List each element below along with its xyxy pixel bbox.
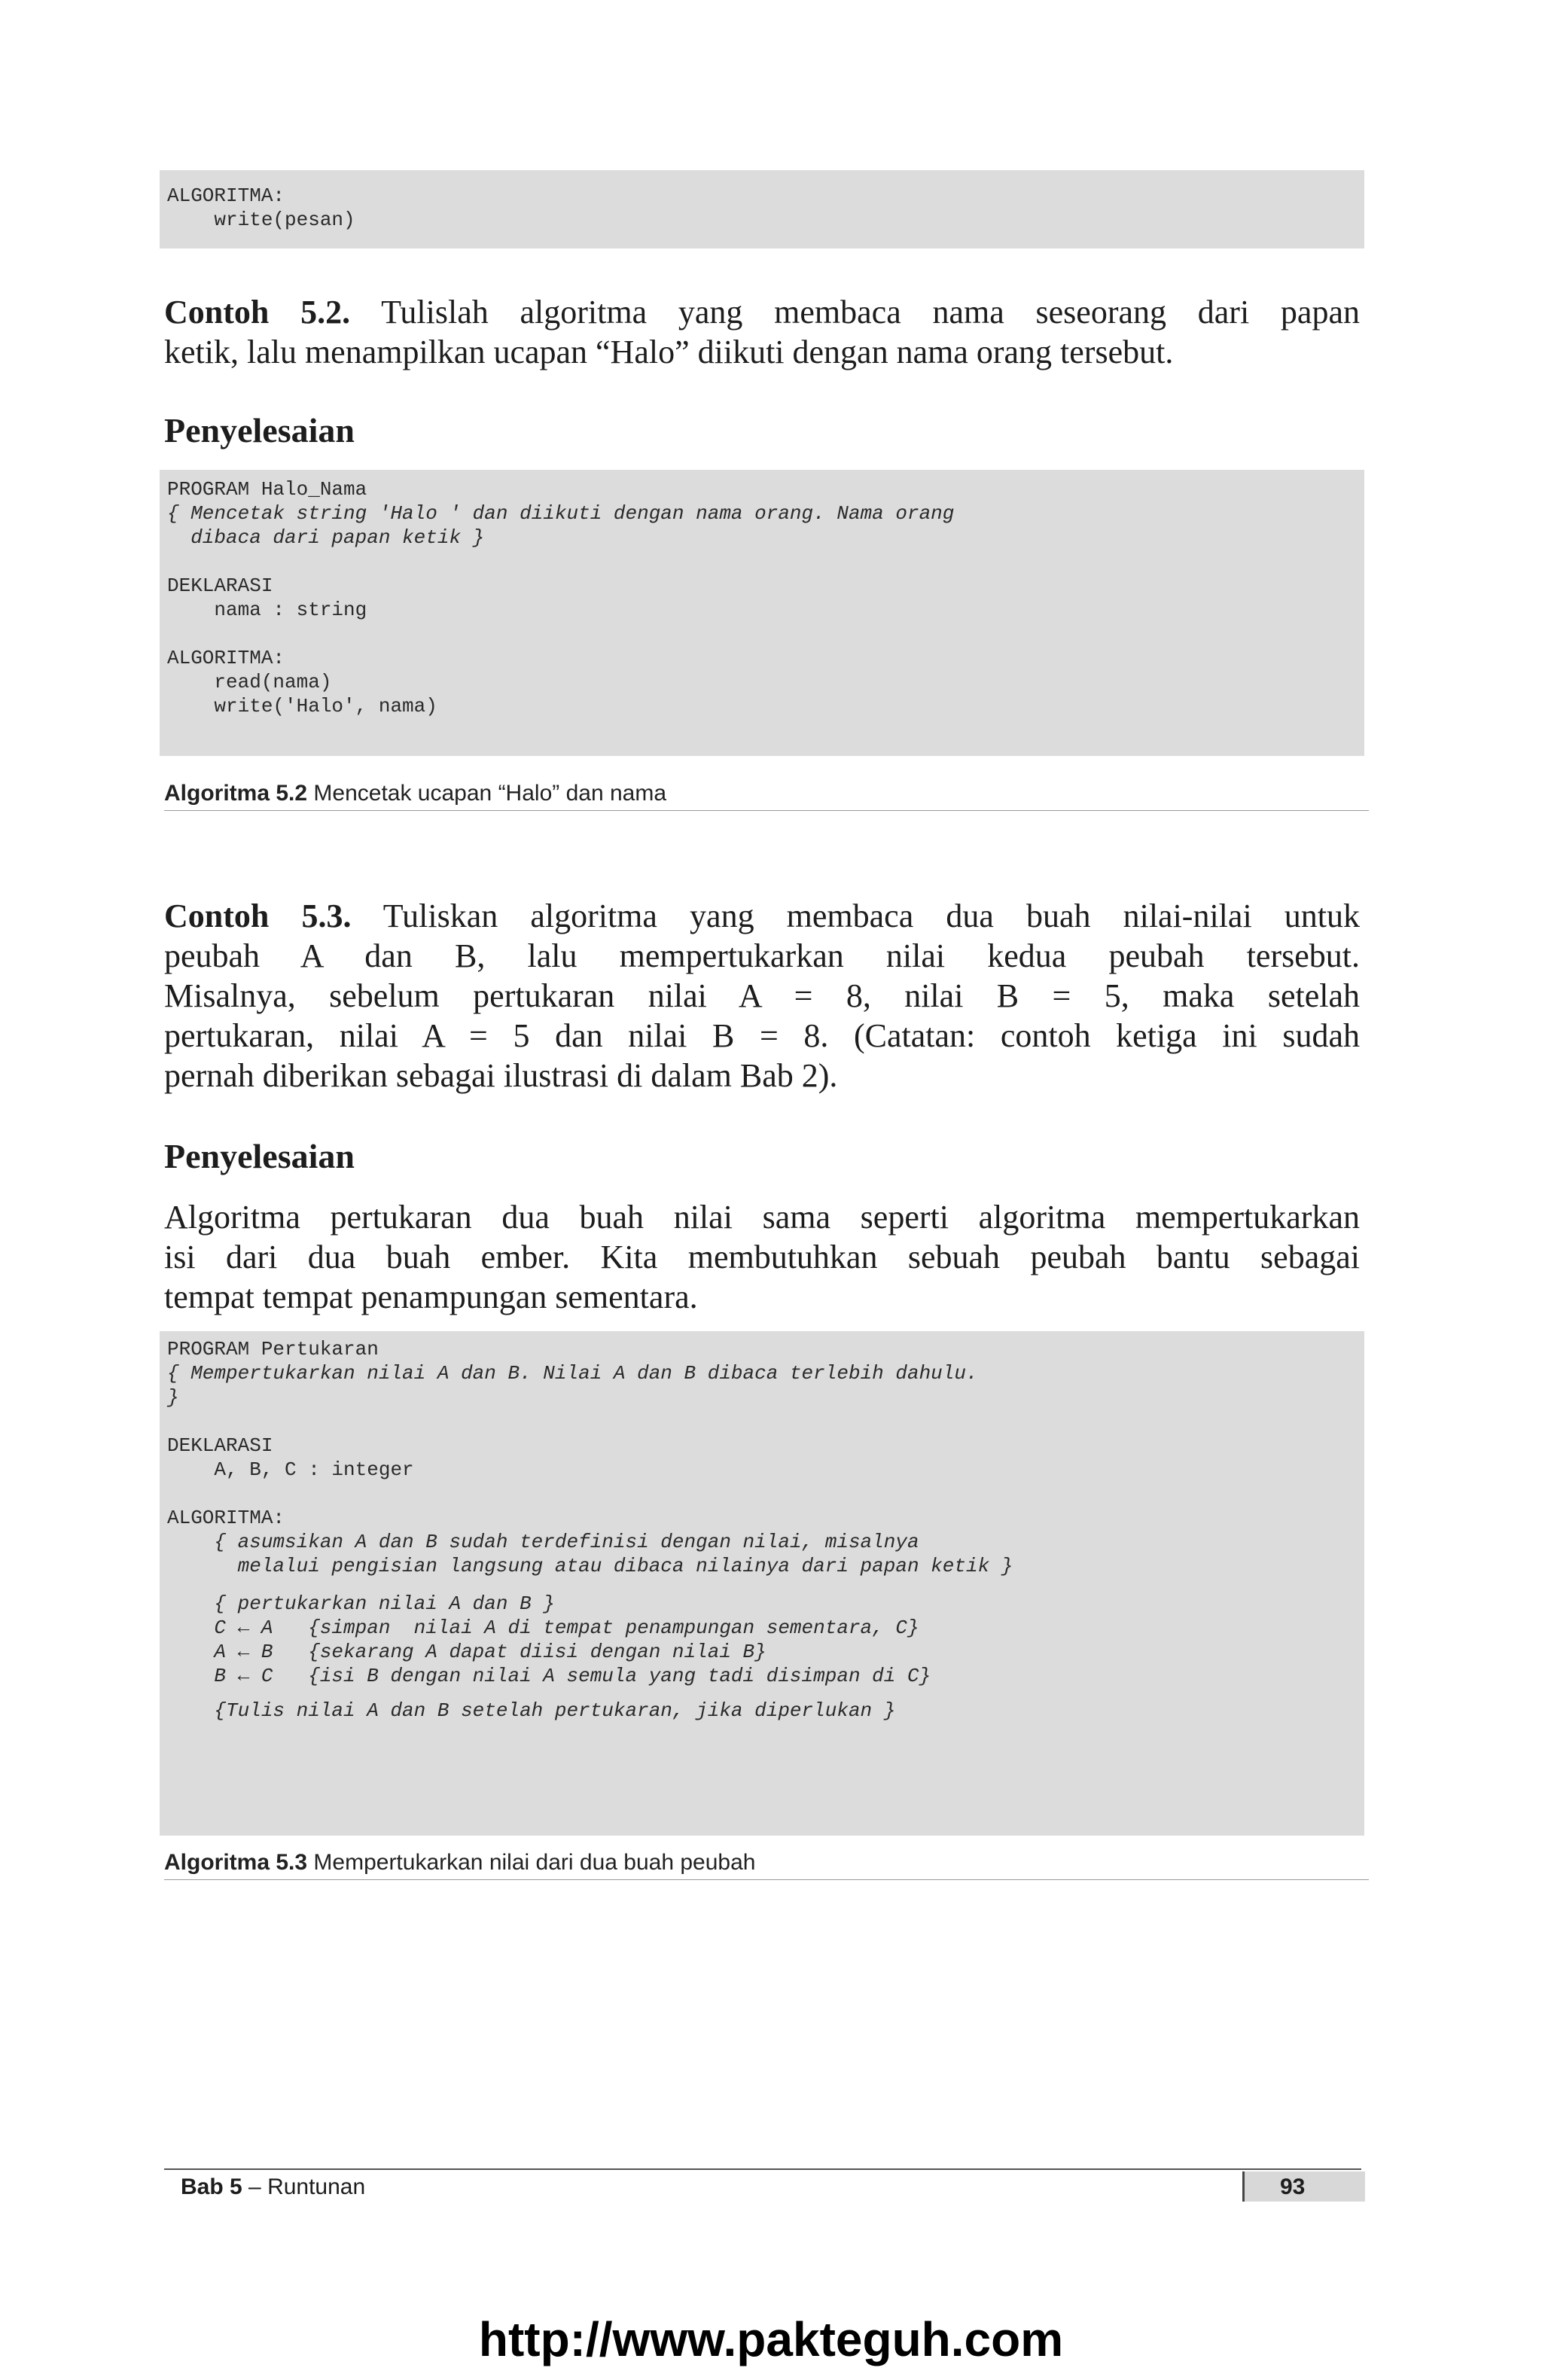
- caption-text: Mencetak ucapan “Halo” dan nama: [313, 781, 667, 806]
- paragraph-line: Tulislah algoritma yang membaca nama seseorang dari papan: [381, 294, 1360, 331]
- code-comment: { Mencetak string 'Halo ' dan diikuti dengan nama orang. Nama orang: [167, 502, 955, 525]
- chapter-title: – Runtunan: [248, 2174, 366, 2199]
- code-line: A ← B {sekarang A dapat diisi dengan nilai B}: [167, 1641, 766, 1663]
- code-comment: {Tulis nilai A dan B setelah pertukaran, jika diperlukan }: [167, 1699, 896, 1722]
- code-line: PROGRAM Halo_Nama: [167, 478, 367, 501]
- code-line: ALGORITMA:: [167, 647, 285, 669]
- example-title: Contoh 5.3.: [164, 897, 352, 934]
- paragraph-line: Algoritma pertukaran dua buah nilai sama seperti algoritma mempertukarkan: [164, 1199, 1360, 1236]
- chapter-number: Bab 5: [181, 2174, 242, 2199]
- paragraph-line: Tuliskan algoritma yang membaca dua buah nilai-nilai untuk: [382, 897, 1360, 934]
- paragraph-line: pertukaran, nilai A = 5 dan nilai B = 8. (Catatan: contoh ketiga ini sudah: [164, 1017, 1360, 1054]
- caption-label: Algoritma 5.2: [164, 781, 308, 806]
- code-comment: dibaca dari papan ketik }: [167, 526, 485, 549]
- code-line: read(nama): [167, 671, 332, 693]
- code-line: ALGORITMA:: [167, 184, 285, 207]
- paragraph-line: peubah A dan B, lalu mempertukarkan nilai kedua peubah tersebut.: [164, 937, 1360, 974]
- code-line: C ← A {simpan nilai A di tempat penampungan sementara, C}: [167, 1617, 919, 1639]
- paragraph-line: pernah diberikan sebagai ilustrasi di dalam Bab 2).: [164, 1057, 838, 1094]
- paragraph-line: isi dari dua buah ember. Kita membutuhkan sebuah peubah bantu sebagai: [164, 1239, 1360, 1275]
- page-number: 93: [1280, 2174, 1306, 2199]
- code-line: PROGRAM Pertukaran: [167, 1338, 379, 1361]
- code-block-5-2: [160, 470, 1364, 756]
- figure-caption-5-2: [164, 780, 1369, 811]
- code-comment: { Mempertukarkan nilai A dan B. Nilai A dan B dibaca terlebih dahulu.: [167, 1362, 978, 1385]
- code-block-5-3: [160, 1331, 1364, 1836]
- code-comment: melalui pengisian langsung atau dibaca nilainya dari papan ketik }: [167, 1555, 1013, 1577]
- code-comment: { asumsikan A dan B sudah terdefinisi dengan nilai, misalnya: [167, 1531, 919, 1553]
- example-5-3: [164, 896, 1360, 1096]
- caption-label: Algoritma 5.3: [164, 1850, 308, 1875]
- code-comment: { pertukarkan nilai A dan B }: [167, 1592, 555, 1615]
- footer-chapter: [181, 2174, 365, 2200]
- paragraph-line: ketik, lalu menampilkan ucapan “Halo” diikuti dengan nama orang tersebut.: [164, 334, 1174, 370]
- caption-text: Mempertukarkan nilai dari dua buah peubah: [313, 1850, 756, 1875]
- footer-rule: [164, 2168, 1361, 2170]
- code-line: write(pesan): [167, 209, 355, 231]
- solution-5-3: [164, 1197, 1360, 1317]
- section-heading: Penyelesaian: [164, 1137, 355, 1175]
- figure-caption-5-3: [164, 1849, 1369, 1880]
- example-title: Contoh 5.2.: [164, 294, 351, 331]
- paragraph-line: tempat tempat penampungan sementara.: [164, 1278, 698, 1315]
- code-line: A, B, C : integer: [167, 1458, 414, 1481]
- website-url: http://www.pakteguh.com: [478, 2312, 1064, 2366]
- code-line: B ← C {isi B dengan nilai A semula yang tadi disimpan di C}: [167, 1665, 931, 1687]
- code-line: DEKLARASI: [167, 574, 273, 597]
- code-line: DEKLARASI: [167, 1434, 273, 1457]
- example-5-2: [164, 292, 1360, 372]
- code-line: nama : string: [167, 599, 367, 621]
- code-comment: }: [167, 1386, 179, 1409]
- code-line: ALGORITMA:: [167, 1507, 285, 1529]
- section-heading: Penyelesaian: [164, 411, 355, 449]
- code-line: write('Halo', nama): [167, 695, 437, 718]
- code-block-top: [160, 170, 1364, 248]
- paragraph-line: Misalnya, sebelum pertukaran nilai A = 8, nilai B = 5, maka setelah: [164, 977, 1360, 1014]
